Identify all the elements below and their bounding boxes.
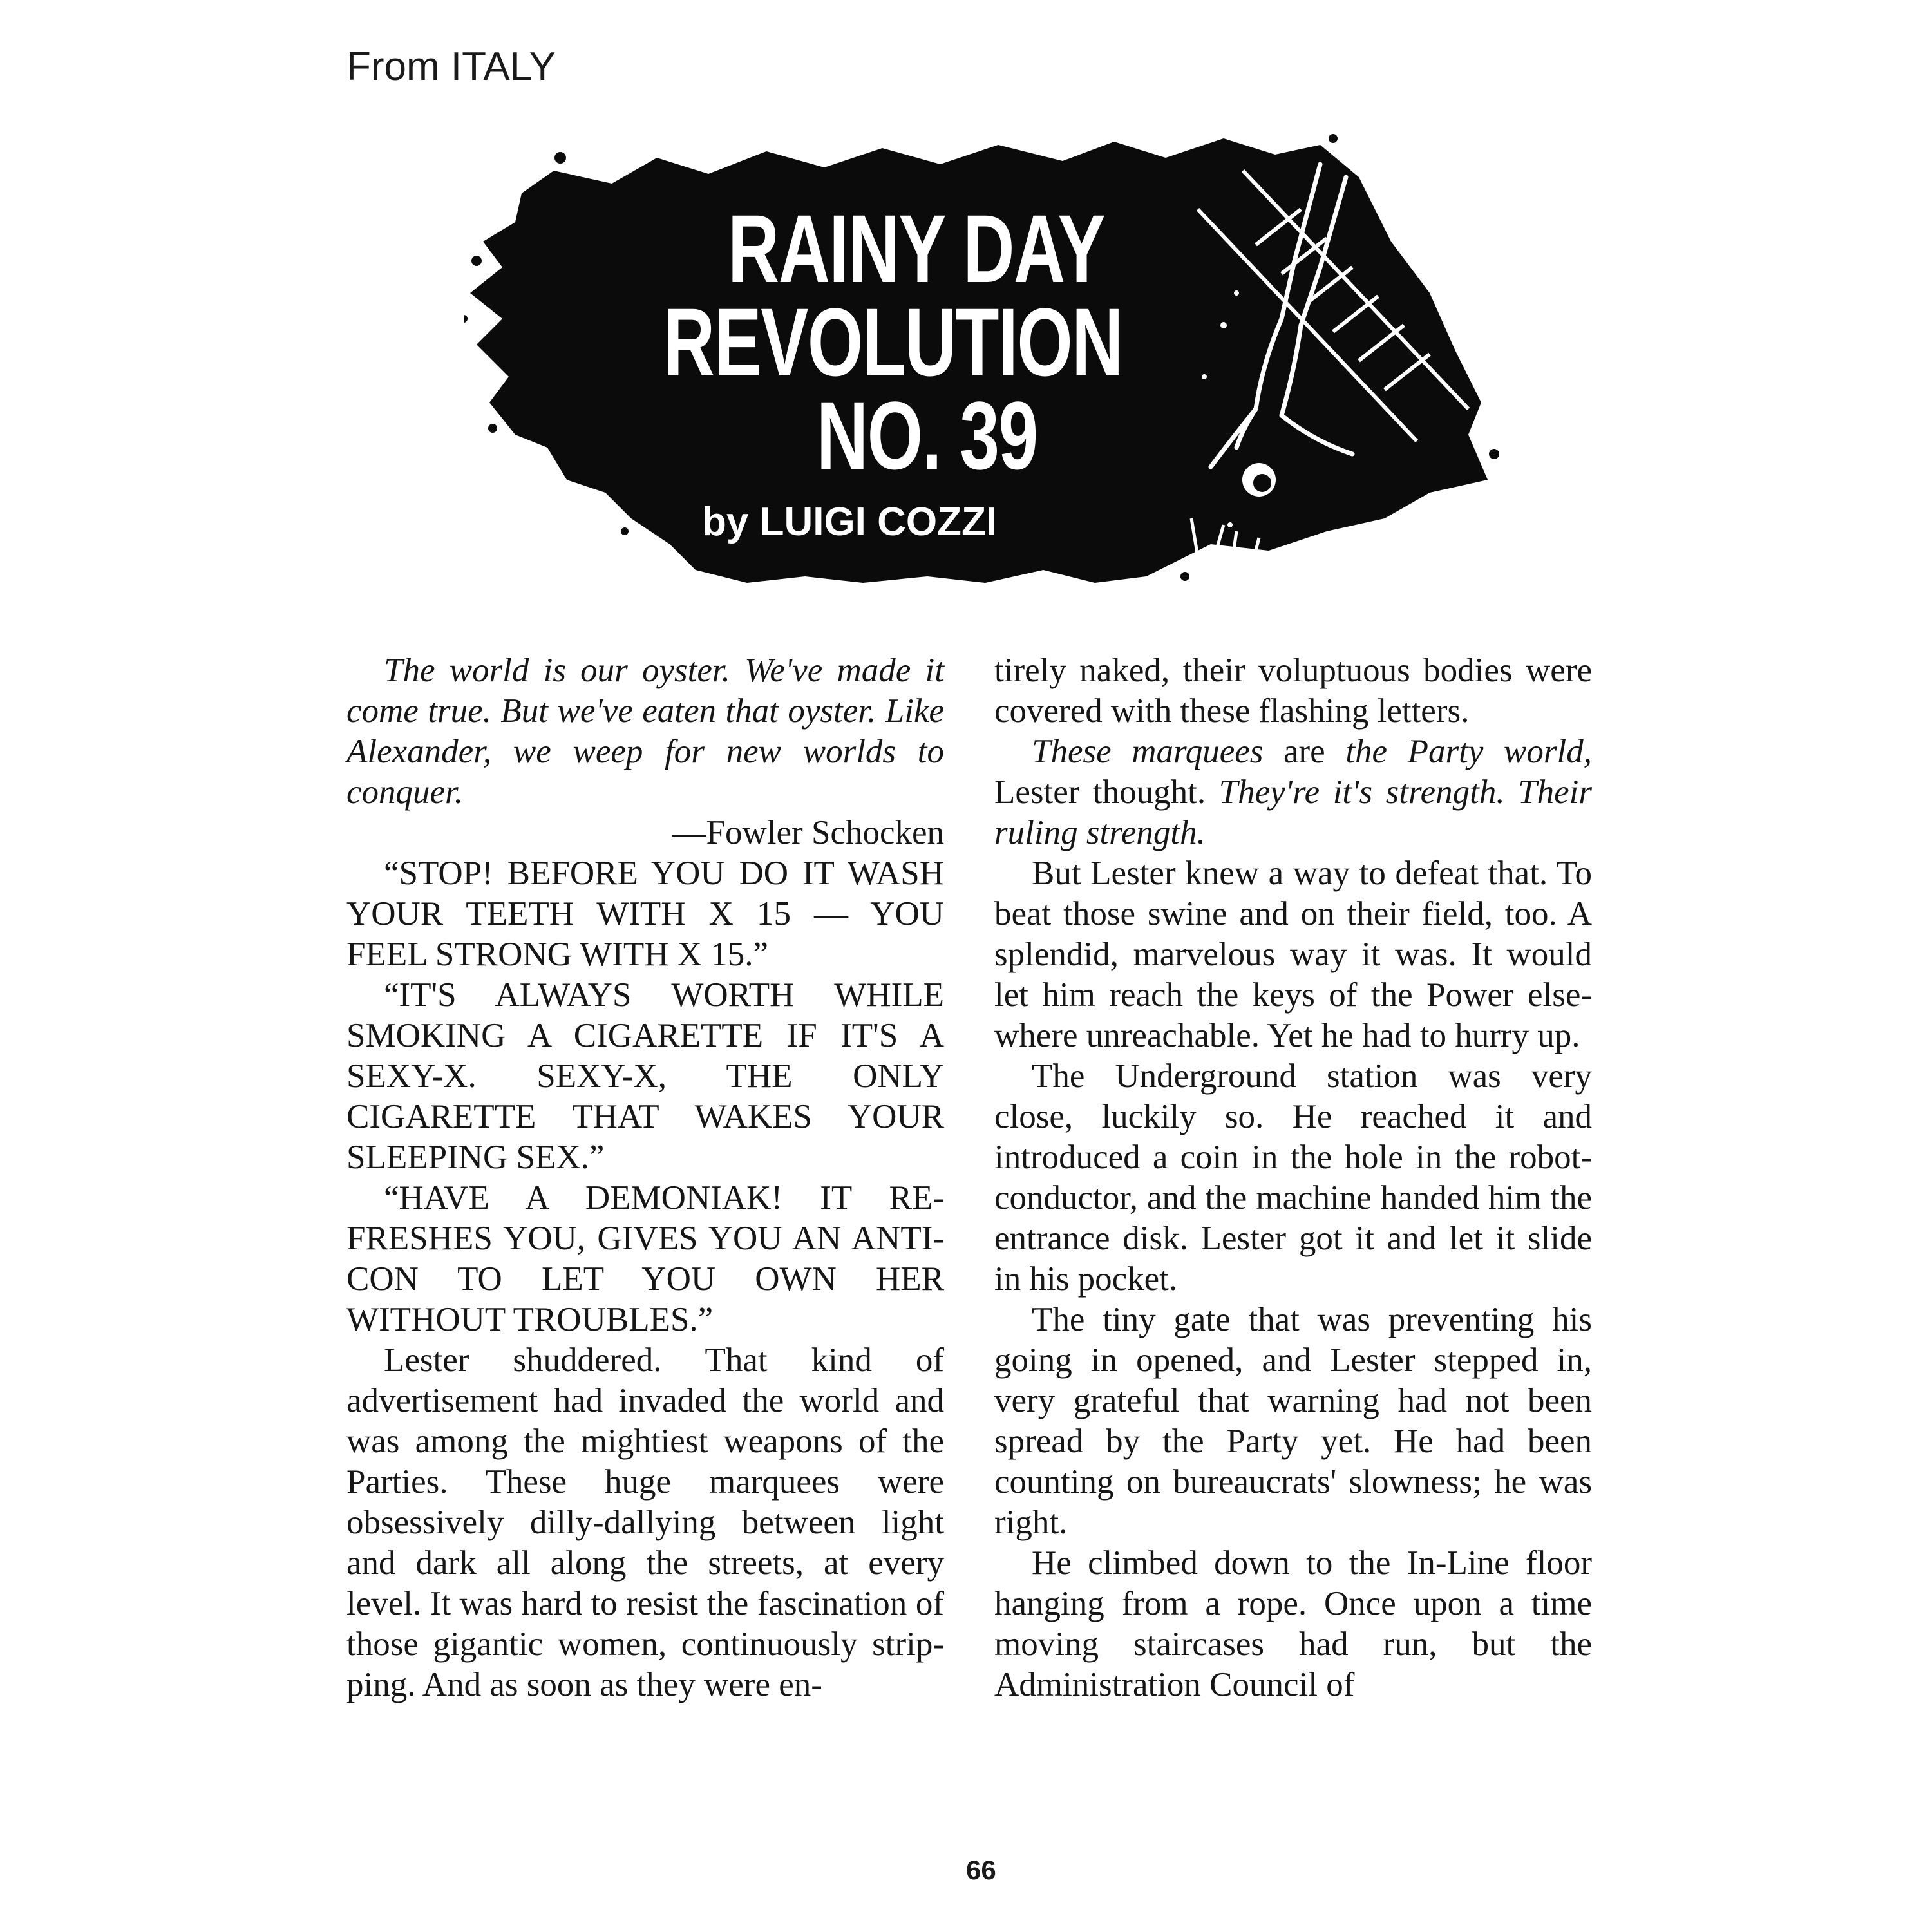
ad-slogan-3: “HAVE A DEMONIAK! IT REFRESHES YOU, GIVES YOU AN ANTI-CON TO LET YOU OWN HER WITHOUT TROUBLES.” [346,1179,944,1338]
thought-part: They're it's strength. Their ruling strength. [994,773,1593,851]
thought-part: These marquees [1032,733,1264,770]
body-paragraph: He climbed down to the In-Line floor hanging from a rope. Once upon a time moving staircases had run, but the Administration Council of [994,1544,1592,1703]
epigraph-attribution: —Fowler Schocken [672,814,944,851]
author-byline: by LUIGI COZZI [702,500,998,544]
section-label: From ITALY [346,44,556,89]
ad-slogan-1: “STOP! BEFORE YOU DO IT WASH YOUR TEETH WITH X 15 — YOU FEEL STRONG WITH X 15.” [346,855,944,973]
story-title [464,132,1546,621]
body-paragraph: The tiny gate that was preventing his going in opened, and Lester stepped in, very grateful that warning had not been spread by the Party yet. He had been counting on bureaucrats' slowness; he was right. [994,1301,1592,1541]
thought-part: the Party world, [1345,733,1592,770]
thought-part: are [1263,733,1346,770]
title-line-1: RAINY DAY [728,194,1105,303]
body-paragraph: But Lester knew a way to defeat that. To beat those swine and on their field, too. A splendid, marvelous way it was. It would let him reach the keys of the Power elsewhere unreachable. Yet he had to hurry up. [994,855,1592,1054]
thought-part: Lester thought. [994,773,1219,811]
body-paragraph: Lester shuddered. That kind of advertisement had invaded the world and was among the mightiest weapons of the Parties. These huge marquees were obsessively dilly-dallying between light and dark all along the streets, at every level. It was hard to resist the fascination of those gigantic women, continuously stripping. And as soon as they were en- [346,1341,944,1703]
title-banner [464,132,1546,621]
ad-slogan-2: “IT'S ALWAYS WORTH WHILE SMOKING A CIGARETTE IF IT'S A SEXY-X. SEXY-X, THE ONLY CIGARETTE THAT WAKES YOUR SLEEPING SEX.” [346,976,944,1176]
body-paragraph-thought [994,732,1592,853]
left-column [346,650,944,1705]
body-paragraph-continued: tirely naked, their voluptuous bodies were covered with these flashing letters. [994,652,1592,730]
title-line-2: REVOLUTION [663,288,1122,396]
right-column [994,650,1592,1705]
page-number: 66 [966,1855,996,1885]
title-line-3: NO. 39 [817,381,1037,489]
epigraph-text: The world is our oyster. We've made it come true. But we've eaten that oyster. Like Alexander, we weep for new worlds to conquer. [346,652,944,811]
body-paragraph: The Underground station was very close, luckily so. He reached it and introduced a coin in the hole in the robot-conductor, and the machine handed him the entrance disk. Lester got it and let it slide in his pocket. [994,1057,1592,1298]
